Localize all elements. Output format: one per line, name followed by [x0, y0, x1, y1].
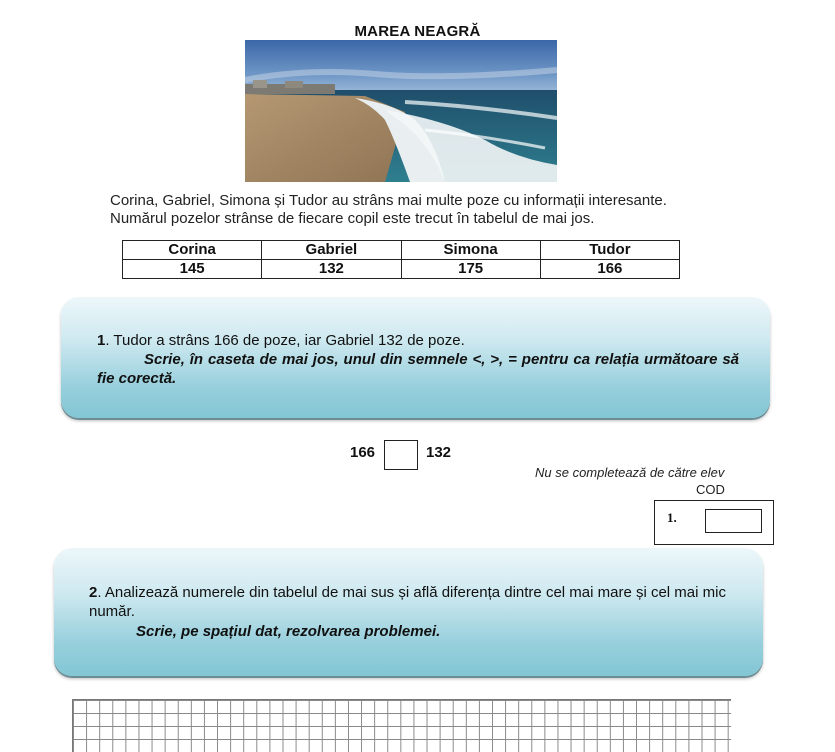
- question-1-statement-text: . Tudor a strâns 166 de poze, iar Gabriel 132 de poze.: [105, 332, 465, 349]
- beach-photo: [245, 40, 557, 182]
- intro-line-1: Corina, Gabriel, Simona și Tudor au strâns mai multe poze cu informații interesante.: [110, 192, 667, 209]
- compare-left-value: 166: [350, 444, 376, 461]
- table-header-tudor: Tudor: [540, 241, 679, 260]
- table-value-corina: 145: [123, 260, 262, 279]
- question-2-instruction: Scrie, pe spațiul dat, rezolvarea problemei.: [136, 623, 441, 640]
- question-2-statement: [89, 583, 749, 621]
- grading-note: Nu se completează de către elev: [535, 465, 725, 480]
- question-1-statement: [97, 331, 737, 350]
- table-values-row: [123, 260, 680, 279]
- cod-item-label: 1.: [667, 510, 677, 525]
- page-title: MAREA NEAGRĂ: [354, 23, 481, 40]
- intro-paragraph: [110, 192, 750, 228]
- cod-score-box[interactable]: [705, 509, 762, 533]
- cod-label: COD: [696, 482, 725, 497]
- question-1-instruction: Scrie, în caseta de mai jos, unul din semnele <, >, = pentru ca relația următoare să fie corectă.: [97, 351, 739, 387]
- table-value-tudor: 166: [540, 260, 679, 279]
- beach-photo-illustration: [245, 40, 557, 182]
- answer-grid[interactable]: [72, 699, 731, 752]
- compare-right-value: 132: [426, 444, 452, 461]
- photo-count-table: [122, 240, 680, 279]
- question-1-number: 1: [97, 332, 106, 349]
- table-header-row: [123, 241, 680, 260]
- table-header-simona: Simona: [401, 241, 540, 260]
- table-header-gabriel: Gabriel: [262, 241, 401, 260]
- comparison-sign-box[interactable]: [384, 440, 418, 470]
- table-header-corina: Corina: [123, 241, 262, 260]
- table-value-simona: 175: [401, 260, 540, 279]
- question-2-number: 2: [89, 584, 98, 601]
- table-value-gabriel: 132: [262, 260, 401, 279]
- question-2-statement-text: . Analizează numerele din tabelul de mai sus și află diferența dintre cel mai mare și cel mai mic număr.: [89, 584, 726, 620]
- intro-line-2: Numărul pozelor strânse de fiecare copil este trecut în tabelul de mai jos.: [110, 210, 595, 227]
